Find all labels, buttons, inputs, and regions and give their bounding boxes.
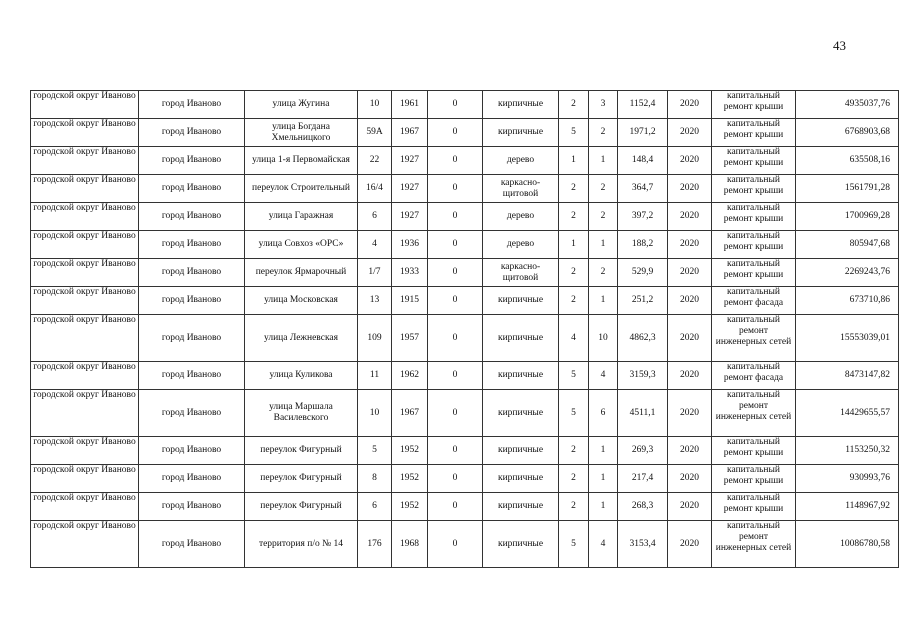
work-type-cell: капитальный ремонт крыши xyxy=(712,91,796,119)
cost-cell: 8473147,82 xyxy=(796,362,899,390)
build-year-cell: 1927 xyxy=(392,147,428,175)
street-cell: улица Московская xyxy=(245,287,358,315)
floors-cell: 4 xyxy=(559,315,589,362)
area-cell: 4511,1 xyxy=(618,390,668,437)
build-year-cell: 1961 xyxy=(392,91,428,119)
table-row xyxy=(31,91,899,119)
area-cell: 1152,4 xyxy=(618,91,668,119)
work-type-cell: капитальный ремонт крыши xyxy=(712,147,796,175)
city-cell: город Иваново xyxy=(139,521,245,568)
entrances-cell: 4 xyxy=(589,521,618,568)
build-year-cell: 1936 xyxy=(392,231,428,259)
floors-cell: 5 xyxy=(559,521,589,568)
house-number-cell: 5 xyxy=(358,437,392,465)
street-cell: переулок Ярмарочный xyxy=(245,259,358,287)
wall-material-cell: кирпичные xyxy=(483,390,559,437)
cost-cell: 1561791,28 xyxy=(796,175,899,203)
street-cell: переулок Фигурный xyxy=(245,493,358,521)
build-year-cell: 1952 xyxy=(392,465,428,493)
house-number-cell: 109 xyxy=(358,315,392,362)
build-year-cell: 1927 xyxy=(392,175,428,203)
floors-cell: 2 xyxy=(559,203,589,231)
entrances-cell: 1 xyxy=(589,465,618,493)
house-number-cell: 8 xyxy=(358,465,392,493)
zero-value-cell: 0 xyxy=(428,91,483,119)
floors-cell: 2 xyxy=(559,91,589,119)
wall-material-cell: кирпичные xyxy=(483,91,559,119)
entrances-cell: 1 xyxy=(589,493,618,521)
wall-material-cell: дерево xyxy=(483,231,559,259)
cost-cell: 14429655,57 xyxy=(796,390,899,437)
house-number-cell: 16/4 xyxy=(358,175,392,203)
house-number-cell: 59А xyxy=(358,119,392,147)
house-number-cell: 4 xyxy=(358,231,392,259)
wall-material-cell: кирпичные xyxy=(483,287,559,315)
city-cell: город Иваново xyxy=(139,203,245,231)
entrances-cell: 2 xyxy=(589,175,618,203)
house-number-cell: 10 xyxy=(358,91,392,119)
plan-year-cell: 2020 xyxy=(668,287,712,315)
cost-cell: 635508,16 xyxy=(796,147,899,175)
city-cell: город Иваново xyxy=(139,390,245,437)
city-cell: город Иваново xyxy=(139,287,245,315)
city-cell: город Иваново xyxy=(139,315,245,362)
area-cell: 148,4 xyxy=(618,147,668,175)
house-number-cell: 10 xyxy=(358,390,392,437)
zero-value-cell: 0 xyxy=(428,521,483,568)
work-type-cell: капитальный ремонт фасада xyxy=(712,287,796,315)
table-row xyxy=(31,287,899,315)
floors-cell: 5 xyxy=(559,119,589,147)
plan-year-cell: 2020 xyxy=(668,465,712,493)
wall-material-cell: кирпичные xyxy=(483,465,559,493)
entrances-cell: 1 xyxy=(589,437,618,465)
area-cell: 217,4 xyxy=(618,465,668,493)
district-cell: городской округ Иваново xyxy=(31,437,139,465)
street-cell: улица 1-я Первомайская xyxy=(245,147,358,175)
street-cell: улица Маршала Василевского xyxy=(245,390,358,437)
street-cell: переулок Фигурный xyxy=(245,437,358,465)
plan-year-cell: 2020 xyxy=(668,437,712,465)
city-cell: город Иваново xyxy=(139,362,245,390)
city-cell: город Иваново xyxy=(139,175,245,203)
entrances-cell: 4 xyxy=(589,362,618,390)
work-type-cell: капитальный ремонт крыши xyxy=(712,231,796,259)
district-cell: городской округ Иваново xyxy=(31,465,139,493)
wall-material-cell: дерево xyxy=(483,203,559,231)
street-cell: улица Гаражная xyxy=(245,203,358,231)
area-cell: 397,2 xyxy=(618,203,668,231)
floors-cell: 5 xyxy=(559,390,589,437)
district-cell: городской округ Иваново xyxy=(31,315,139,362)
plan-year-cell: 2020 xyxy=(668,493,712,521)
zero-value-cell: 0 xyxy=(428,259,483,287)
area-cell: 3153,4 xyxy=(618,521,668,568)
floors-cell: 2 xyxy=(559,259,589,287)
district-cell: городской округ Иваново xyxy=(31,175,139,203)
floors-cell: 2 xyxy=(559,437,589,465)
table-row xyxy=(31,521,899,568)
build-year-cell: 1933 xyxy=(392,259,428,287)
table-row xyxy=(31,493,899,521)
work-type-cell: капитальный ремонт крыши xyxy=(712,493,796,521)
zero-value-cell: 0 xyxy=(428,437,483,465)
entrances-cell: 2 xyxy=(589,203,618,231)
buildings-table xyxy=(30,90,899,568)
plan-year-cell: 2020 xyxy=(668,315,712,362)
wall-material-cell: кирпичные xyxy=(483,493,559,521)
street-cell: переулок Фигурный xyxy=(245,465,358,493)
house-number-cell: 22 xyxy=(358,147,392,175)
district-cell: городской округ Иваново xyxy=(31,91,139,119)
cost-cell: 805947,68 xyxy=(796,231,899,259)
build-year-cell: 1967 xyxy=(392,390,428,437)
district-cell: городской округ Иваново xyxy=(31,259,139,287)
zero-value-cell: 0 xyxy=(428,175,483,203)
floors-cell: 2 xyxy=(559,287,589,315)
city-cell: город Иваново xyxy=(139,465,245,493)
entrances-cell: 6 xyxy=(589,390,618,437)
wall-material-cell: дерево xyxy=(483,147,559,175)
work-type-cell: капитальный ремонт крыши xyxy=(712,175,796,203)
street-cell: улица Жугина xyxy=(245,91,358,119)
district-cell: городской округ Иваново xyxy=(31,493,139,521)
wall-material-cell: кирпичные xyxy=(483,521,559,568)
table-row xyxy=(31,259,899,287)
build-year-cell: 1962 xyxy=(392,362,428,390)
street-cell: территория п/о № 14 xyxy=(245,521,358,568)
work-type-cell: капитальный ремонт инженерных сетей xyxy=(712,390,796,437)
build-year-cell: 1915 xyxy=(392,287,428,315)
city-cell: город Иваново xyxy=(139,493,245,521)
floors-cell: 2 xyxy=(559,465,589,493)
area-cell: 188,2 xyxy=(618,231,668,259)
floors-cell: 5 xyxy=(559,362,589,390)
zero-value-cell: 0 xyxy=(428,362,483,390)
entrances-cell: 1 xyxy=(589,287,618,315)
wall-material-cell: кирпичные xyxy=(483,119,559,147)
table-row xyxy=(31,315,899,362)
work-type-cell: капитальный ремонт крыши xyxy=(712,119,796,147)
street-cell: улица Совхоз «ОРС» xyxy=(245,231,358,259)
area-cell: 269,3 xyxy=(618,437,668,465)
city-cell: город Иваново xyxy=(139,437,245,465)
entrances-cell: 1 xyxy=(589,147,618,175)
district-cell: городской округ Иваново xyxy=(31,119,139,147)
area-cell: 529,9 xyxy=(618,259,668,287)
build-year-cell: 1968 xyxy=(392,521,428,568)
table-row xyxy=(31,390,899,437)
plan-year-cell: 2020 xyxy=(668,147,712,175)
build-year-cell: 1927 xyxy=(392,203,428,231)
build-year-cell: 1967 xyxy=(392,119,428,147)
house-number-cell: 6 xyxy=(358,203,392,231)
city-cell: город Иваново xyxy=(139,147,245,175)
entrances-cell: 2 xyxy=(589,119,618,147)
cost-cell: 1153250,32 xyxy=(796,437,899,465)
district-cell: городской округ Иваново xyxy=(31,203,139,231)
area-cell: 251,2 xyxy=(618,287,668,315)
table-row xyxy=(31,437,899,465)
area-cell: 3159,3 xyxy=(618,362,668,390)
zero-value-cell: 0 xyxy=(428,493,483,521)
house-number-cell: 13 xyxy=(358,287,392,315)
work-type-cell: капитальный ремонт крыши xyxy=(712,465,796,493)
street-cell: улица Куликова xyxy=(245,362,358,390)
city-cell: город Иваново xyxy=(139,91,245,119)
plan-year-cell: 2020 xyxy=(668,259,712,287)
house-number-cell: 6 xyxy=(358,493,392,521)
cost-cell: 2269243,76 xyxy=(796,259,899,287)
work-type-cell: капитальный ремонт крыши xyxy=(712,259,796,287)
cost-cell: 1700969,28 xyxy=(796,203,899,231)
build-year-cell: 1952 xyxy=(392,493,428,521)
zero-value-cell: 0 xyxy=(428,231,483,259)
table-row xyxy=(31,465,899,493)
cost-cell: 15553039,01 xyxy=(796,315,899,362)
cost-cell: 930993,76 xyxy=(796,465,899,493)
floors-cell: 2 xyxy=(559,493,589,521)
zero-value-cell: 0 xyxy=(428,203,483,231)
area-cell: 1971,2 xyxy=(618,119,668,147)
wall-material-cell: кирпичные xyxy=(483,437,559,465)
entrances-cell: 2 xyxy=(589,259,618,287)
entrances-cell: 3 xyxy=(589,91,618,119)
plan-year-cell: 2020 xyxy=(668,362,712,390)
table-row xyxy=(31,175,899,203)
wall-material-cell: каркасно-щитовой xyxy=(483,175,559,203)
work-type-cell: капитальный ремонт инженерных сетей xyxy=(712,521,796,568)
floors-cell: 1 xyxy=(559,231,589,259)
street-cell: улица Лежневская xyxy=(245,315,358,362)
house-number-cell: 1/7 xyxy=(358,259,392,287)
cost-cell: 4935037,76 xyxy=(796,91,899,119)
house-number-cell: 11 xyxy=(358,362,392,390)
floors-cell: 2 xyxy=(559,175,589,203)
city-cell: город Иваново xyxy=(139,231,245,259)
table-row xyxy=(31,147,899,175)
district-cell: городской округ Иваново xyxy=(31,147,139,175)
district-cell: городской округ Иваново xyxy=(31,521,139,568)
plan-year-cell: 2020 xyxy=(668,521,712,568)
plan-year-cell: 2020 xyxy=(668,91,712,119)
work-type-cell: капитальный ремонт крыши xyxy=(712,203,796,231)
cost-cell: 6768903,68 xyxy=(796,119,899,147)
cost-cell: 673710,86 xyxy=(796,287,899,315)
wall-material-cell: кирпичные xyxy=(483,315,559,362)
district-cell: городской округ Иваново xyxy=(31,287,139,315)
city-cell: город Иваново xyxy=(139,259,245,287)
entrances-cell: 10 xyxy=(589,315,618,362)
district-cell: городской округ Иваново xyxy=(31,231,139,259)
zero-value-cell: 0 xyxy=(428,287,483,315)
area-cell: 4862,3 xyxy=(618,315,668,362)
street-cell: переулок Строительный xyxy=(245,175,358,203)
district-cell: городской округ Иваново xyxy=(31,362,139,390)
zero-value-cell: 0 xyxy=(428,315,483,362)
table-row xyxy=(31,362,899,390)
table-row xyxy=(31,231,899,259)
table-row xyxy=(31,119,899,147)
wall-material-cell: кирпичные xyxy=(483,362,559,390)
work-type-cell: капитальный ремонт фасада xyxy=(712,362,796,390)
wall-material-cell: каркасно-щитовой xyxy=(483,259,559,287)
zero-value-cell: 0 xyxy=(428,465,483,493)
cost-cell: 10086780,58 xyxy=(796,521,899,568)
table-row xyxy=(31,203,899,231)
house-number-cell: 176 xyxy=(358,521,392,568)
work-type-cell: капитальный ремонт крыши xyxy=(712,437,796,465)
build-year-cell: 1957 xyxy=(392,315,428,362)
work-type-cell: капитальный ремонт инженерных сетей xyxy=(712,315,796,362)
entrances-cell: 1 xyxy=(589,231,618,259)
cost-cell: 1148967,92 xyxy=(796,493,899,521)
zero-value-cell: 0 xyxy=(428,390,483,437)
area-cell: 364,7 xyxy=(618,175,668,203)
plan-year-cell: 2020 xyxy=(668,203,712,231)
district-cell: городской округ Иваново xyxy=(31,390,139,437)
build-year-cell: 1952 xyxy=(392,437,428,465)
page-number: 43 xyxy=(833,38,846,53)
plan-year-cell: 2020 xyxy=(668,231,712,259)
area-cell: 268,3 xyxy=(618,493,668,521)
floors-cell: 1 xyxy=(559,147,589,175)
plan-year-cell: 2020 xyxy=(668,119,712,147)
plan-year-cell: 2020 xyxy=(668,390,712,437)
street-cell: улица Богдана Хмельницкого xyxy=(245,119,358,147)
plan-year-cell: 2020 xyxy=(668,175,712,203)
zero-value-cell: 0 xyxy=(428,147,483,175)
zero-value-cell: 0 xyxy=(428,119,483,147)
city-cell: город Иваново xyxy=(139,119,245,147)
